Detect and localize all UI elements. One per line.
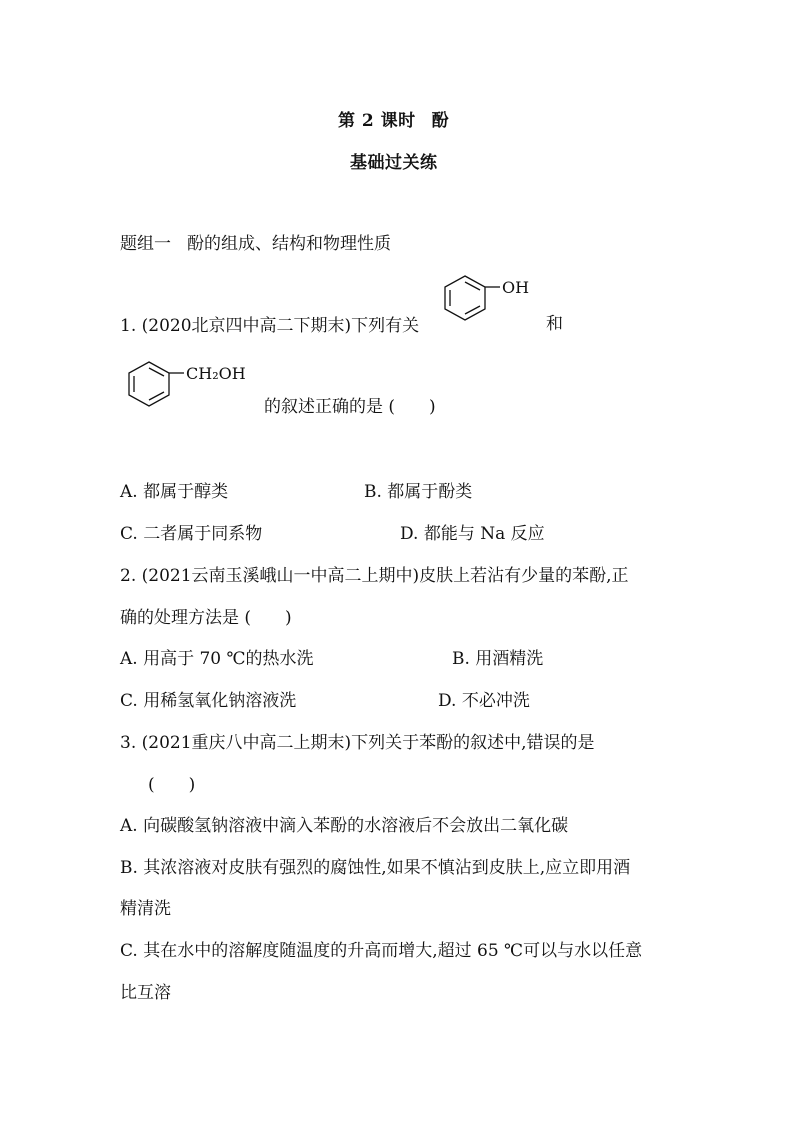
benzyl-label: CH₂OH: [186, 364, 246, 383]
lesson-number: 第 2 课时: [338, 111, 416, 131]
q2-stem-line2: 确的处理方法是 ( ): [120, 608, 292, 628]
q1-connector: 和: [546, 314, 563, 334]
q1-tail: 的叙述正确的是 ( ): [264, 397, 436, 417]
benzyl-alcohol-structure: [124, 356, 264, 416]
q2-option-d[interactable]: D. 不必冲洗: [438, 691, 530, 711]
q1-option-b[interactable]: B. 都属于酚类: [364, 482, 473, 502]
group-label: 题组一: [120, 234, 171, 254]
phenol-structure: [440, 270, 540, 330]
group-topic: 酚的组成、结构和物理性质: [187, 234, 391, 254]
q1-stem: 1. (2020北京四中高二下期末)下列有关: [120, 316, 420, 336]
q2-option-c[interactable]: C. 用稀氢氧化钠溶液洗: [120, 691, 297, 711]
q2-stem-line1: 2. (2021云南玉溪峨山一中高二上期中)皮肤上若沾有少量的苯酚,正: [120, 566, 629, 586]
q2-option-a[interactable]: A. 用高于 70 ℃的热水洗: [120, 649, 314, 669]
q1-option-d[interactable]: D. 都能与 Na 反应: [400, 524, 545, 544]
q1-option-a[interactable]: A. 都属于醇类: [120, 482, 229, 502]
q3-option-c-line2[interactable]: 比互溶: [120, 983, 171, 1003]
q2-option-b[interactable]: B. 用酒精洗: [452, 649, 544, 669]
q3-option-c-line1[interactable]: C. 其在水中的溶解度随温度的升高而增大,超过 65 ℃可以与水以任意: [120, 941, 643, 961]
q3-stem-line2: ( ): [148, 775, 196, 795]
q3-option-b-line2[interactable]: 精清洗: [120, 899, 171, 919]
q3-stem-line1: 3. (2021重庆八中高二上期末)下列关于苯酚的叙述中,错误的是: [120, 733, 595, 753]
q3-option-a[interactable]: A. 向碳酸氢钠溶液中滴入苯酚的水溶液后不会放出二氧化碳: [120, 816, 569, 836]
lesson-title: [338, 106, 449, 131]
lesson-topic: 酚: [431, 111, 450, 131]
group-heading: [120, 232, 391, 256]
q1-option-c[interactable]: C. 二者属于同系物: [120, 524, 263, 544]
q3-option-b-line1[interactable]: B. 其浓溶液对皮肤有强烈的腐蚀性,如果不慎沾到皮肤上,应立即用酒: [120, 858, 631, 878]
section-subtitle: 基础过关练: [350, 153, 438, 173]
phenol-label: OH: [502, 278, 530, 297]
